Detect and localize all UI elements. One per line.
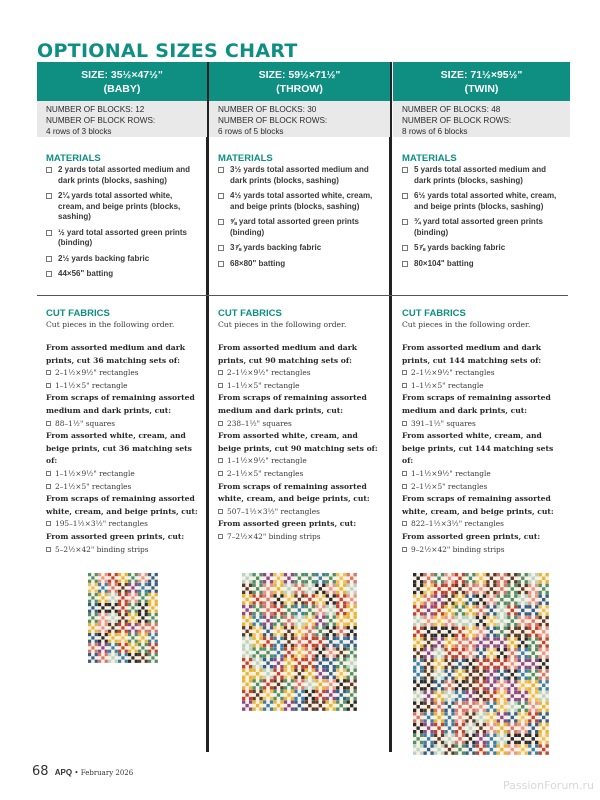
checkbox-icon[interactable] <box>402 370 407 375</box>
page-title: OPTIONAL SIZES CHART <box>37 40 298 62</box>
material-item: 5 yards total assorted medium and dark prints (blocks, sashing) <box>402 165 561 186</box>
cut-fabrics-section <box>393 308 570 556</box>
cut-piece-item: 1–1½×5" rectangle <box>402 380 561 393</box>
blocks-label: NUMBER OF BLOCKS: <box>218 105 305 114</box>
blocks-value: 48 <box>491 105 501 114</box>
magazine-name: APQ <box>54 768 73 777</box>
material-item: 2½ yards backing fabric <box>46 254 198 265</box>
cut-source-heading: From assorted medium and dark prints, cut 36 matching sets of: <box>46 343 185 365</box>
checkbox-icon[interactable] <box>46 271 52 277</box>
rows-value: 6 rows of 5 blocks <box>218 127 284 136</box>
cut-piece-item: 238–1½" squares <box>218 418 381 431</box>
cut-source-heading: From scraps of remaining assorted medium and dark prints, cut: <box>218 393 367 415</box>
cut-piece-item: 1–1½×5" rectangle <box>218 380 381 393</box>
checkbox-icon[interactable] <box>402 421 407 426</box>
materials-list <box>402 165 561 269</box>
material-item: 6½ yards total assorted white, cream, and beige prints (blocks, sashing) <box>402 191 561 212</box>
cut-source-heading: From scraps of remaining assorted medium and dark prints, cut: <box>402 393 551 415</box>
material-item: ¾ yard total assorted green prints (binding) <box>402 217 561 238</box>
rows-label: NUMBER OF BLOCK ROWS: <box>218 116 328 125</box>
cut-intro: Cut pieces in the following order. <box>46 320 175 329</box>
cut-piece-item: 88–1½" squares <box>46 418 198 431</box>
material-item: 68×80" batting <box>218 259 381 270</box>
checkbox-icon[interactable] <box>402 547 407 552</box>
baby-quilt-image <box>88 573 158 663</box>
checkbox-icon[interactable] <box>402 471 407 476</box>
cut-piece-item: 2–1½×5" rectangles <box>218 468 381 481</box>
cut-source-heading: From assorted green prints, cut: <box>218 519 357 529</box>
size-name: (THROW) <box>276 83 323 95</box>
size-header <box>37 62 207 101</box>
material-item: ½ yard total assorted green prints (binding) <box>46 228 198 249</box>
cut-source-heading: From scraps of remaining assorted white, cream, and beige prints, cut: <box>402 494 554 516</box>
checkbox-icon[interactable] <box>46 421 51 426</box>
cut-source-heading: From assorted green prints, cut: <box>46 531 185 541</box>
cut-piece-item: 507–1½×3½" rectangles <box>218 506 381 519</box>
cut-fabrics-section <box>209 308 390 544</box>
checkbox-icon[interactable] <box>218 458 223 463</box>
cut-piece-item: 7–2½×42" binding strips <box>218 531 381 544</box>
rows-label: NUMBER OF BLOCK ROWS: <box>402 116 512 125</box>
checkbox-icon[interactable] <box>218 219 224 225</box>
materials-title: MATERIALS <box>218 153 273 164</box>
material-item: 2 yards total assorted medium and dark prints (blocks, sashing) <box>46 165 198 186</box>
size-header <box>209 62 390 101</box>
size-header <box>393 62 570 101</box>
checkbox-icon[interactable] <box>46 193 52 199</box>
materials-list <box>46 165 198 280</box>
cut-source-heading: From scraps of remaining assorted white, cream, and beige prints, cut: <box>46 494 198 516</box>
checkbox-icon[interactable] <box>218 370 223 375</box>
checkbox-icon[interactable] <box>218 261 224 267</box>
cut-piece-item: 2–1½×9½" rectangles <box>402 367 561 380</box>
material-item: 3⅞ yards backing fabric <box>218 243 381 254</box>
checkbox-icon[interactable] <box>46 383 51 388</box>
blocks-label: NUMBER OF BLOCKS: <box>46 105 133 114</box>
checkbox-icon[interactable] <box>218 193 224 199</box>
checkbox-icon[interactable] <box>402 261 408 267</box>
material-item: 5⅞ yards backing fabric <box>402 243 561 254</box>
rows-value: 8 rows of 6 blocks <box>402 127 468 136</box>
checkbox-icon[interactable] <box>218 534 223 539</box>
cut-source-heading: From scraps of remaining assorted white, cream, and beige prints, cut: <box>218 481 370 504</box>
materials-section <box>393 137 570 269</box>
material-item: 4½ yards total assorted white, cream, and beige prints (blocks, sashing) <box>218 191 381 212</box>
checkbox-icon[interactable] <box>218 509 223 514</box>
page-footer <box>32 764 133 779</box>
checkbox-icon[interactable] <box>46 167 52 173</box>
materials-list <box>218 165 381 269</box>
checkbox-icon[interactable] <box>46 521 51 526</box>
cut-source-heading: From assorted medium and dark prints, cut 144 matching sets of: <box>402 343 542 365</box>
checkbox-icon[interactable] <box>46 256 52 262</box>
cut-piece-item: 9–2½×42" binding strips <box>402 544 561 557</box>
blocks-value: 12 <box>135 105 145 114</box>
cut-source-heading: From assorted medium and dark prints, cut 90 matching sets of: <box>218 343 357 365</box>
cut-piece-item: 1–1½×9½" rectangle <box>46 468 198 481</box>
cut-source-heading: From assorted white, cream, and beige prints, cut 90 matching sets of: <box>218 431 378 453</box>
checkbox-icon[interactable] <box>46 370 51 375</box>
blocks-info <box>393 101 570 137</box>
cut-piece-item: 2–1½×5" rectangles <box>46 481 198 494</box>
rows-label: NUMBER OF BLOCK ROWS: <box>46 116 156 125</box>
size-name: (TWIN) <box>464 83 499 95</box>
issue-date: February 2026 <box>80 769 134 777</box>
cut-source-heading: From assorted white, cream, and beige prints, cut 36 matching sets of: <box>46 431 192 466</box>
checkbox-icon[interactable] <box>402 219 408 225</box>
blocks-info <box>37 101 207 137</box>
cut-piece-item: 1–1½×9½" rectangle <box>402 468 561 481</box>
checkbox-icon[interactable] <box>402 484 407 489</box>
materials-title: MATERIALS <box>402 153 457 164</box>
checkbox-icon[interactable] <box>402 167 408 173</box>
cut-piece-item: 822–1½×3½" rectangles <box>402 518 561 531</box>
size-dimensions: SIZE: 71½×95½" <box>440 69 523 81</box>
cut-piece-item: 2–1½×5" rectangles <box>402 481 561 494</box>
throw-quilt-image <box>242 573 357 711</box>
material-item: ⅝ yard total assorted green prints (binding) <box>218 217 381 238</box>
checkbox-icon[interactable] <box>218 245 224 251</box>
checkbox-icon[interactable] <box>46 230 52 236</box>
checkbox-icon[interactable] <box>46 484 51 489</box>
cut-fabrics-title: CUT FABRICS <box>402 308 466 319</box>
page-number: 68 <box>32 764 49 779</box>
cut-source-heading: From assorted white, cream, and beige prints, cut 144 matching sets of: <box>402 431 554 466</box>
cut-piece-item: 2–1½×9½" rectangles <box>218 367 381 380</box>
cut-source-heading: From scraps of remaining assorted medium and dark prints, cut: <box>46 393 195 415</box>
cut-piece-item: 1–1½×9½" rectangle <box>218 455 381 468</box>
material-item: 3½ yards total assorted medium and dark prints (blocks, sashing) <box>218 165 381 186</box>
checkbox-icon[interactable] <box>46 471 51 476</box>
rows-value: 4 rows of 3 blocks <box>46 127 112 136</box>
checkbox-icon[interactable] <box>402 521 407 526</box>
checkbox-icon[interactable] <box>218 167 224 173</box>
size-name: (BABY) <box>103 83 141 95</box>
checkbox-icon[interactable] <box>402 245 408 251</box>
cut-fabrics-section <box>37 308 207 556</box>
cut-piece-item: 5–2½×42" binding strips <box>46 544 198 557</box>
checkbox-icon[interactable] <box>218 471 223 476</box>
material-item: 2¼ yards total assorted white, cream, and beige prints (blocks, sashing) <box>46 191 198 223</box>
checkbox-icon[interactable] <box>46 547 51 552</box>
size-dimensions: SIZE: 35½×47½" <box>81 69 163 81</box>
cut-fabrics-title: CUT FABRICS <box>218 308 282 319</box>
checkbox-icon[interactable] <box>402 193 408 199</box>
blocks-info <box>209 101 390 137</box>
twin-quilt-image <box>413 573 549 755</box>
cut-intro: Cut pieces in the following order. <box>402 320 531 329</box>
materials-section <box>37 137 207 280</box>
footer-separator: • <box>74 769 79 777</box>
checkbox-icon[interactable] <box>218 421 223 426</box>
cut-source-heading: From assorted green prints, cut: <box>402 531 541 541</box>
blocks-value: 30 <box>307 105 317 114</box>
material-item: 80×104" batting <box>402 259 561 270</box>
blocks-label: NUMBER OF BLOCKS: <box>402 105 489 114</box>
materials-section <box>209 137 390 269</box>
materials-title: MATERIALS <box>46 153 101 164</box>
checkbox-icon[interactable] <box>218 383 223 388</box>
size-dimensions: SIZE: 59½×71½" <box>258 69 341 81</box>
cut-piece-item: 2–1½×9½" rectangles <box>46 367 198 380</box>
watermark: PassionForum.ru <box>503 779 594 792</box>
cut-piece-item: 391–1½" squares <box>402 418 561 431</box>
cut-fabrics-title: CUT FABRICS <box>46 308 110 319</box>
material-item: 44×56" batting <box>46 269 198 280</box>
cut-intro: Cut pieces in the following order. <box>218 320 347 329</box>
cut-piece-item: 1–1½×5" rectangle <box>46 380 198 393</box>
checkbox-icon[interactable] <box>402 383 407 388</box>
cut-piece-item: 195–1½×3½" rectangles <box>46 518 198 531</box>
